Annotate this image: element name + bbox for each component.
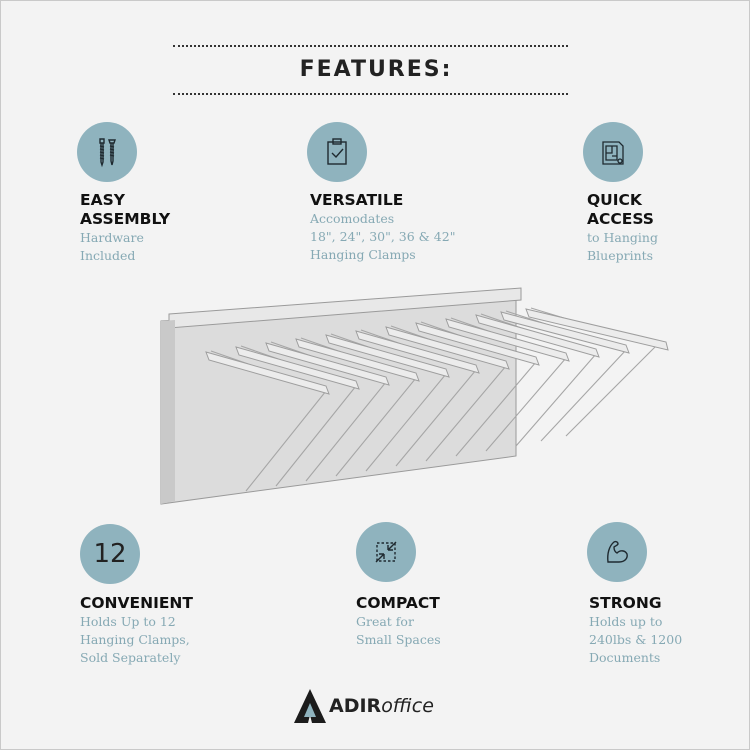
brand-logo bbox=[293, 687, 434, 725]
feature-title: VERSATILE bbox=[310, 191, 404, 209]
feature-description: Holds up to 240lbs & 1200 Documents bbox=[589, 614, 683, 665]
brand-name: ADIRoffice bbox=[329, 695, 434, 717]
feature-compact bbox=[356, 594, 441, 649]
feature-description: Hardware Included bbox=[80, 230, 144, 263]
feature-description: Great for Small Spaces bbox=[356, 614, 441, 647]
feature-easy-assembly bbox=[80, 191, 170, 265]
compress-arrows-icon bbox=[356, 522, 416, 582]
feature-strong bbox=[589, 594, 682, 667]
clipboard-check-icon bbox=[307, 122, 367, 182]
feature-title: COMPACT bbox=[356, 594, 440, 612]
page-title: FEATURES: bbox=[299, 57, 453, 82]
feature-title: STRONG bbox=[589, 594, 662, 612]
feature-versatile bbox=[310, 191, 455, 264]
top-dotted-divider bbox=[173, 45, 568, 47]
feature-title: QUICK ACCESS bbox=[587, 191, 654, 228]
blueprint-icon bbox=[583, 122, 643, 182]
bottom-dotted-divider bbox=[173, 93, 568, 95]
flexed-arm-icon bbox=[587, 522, 647, 582]
feature-description: to Hanging Blueprints bbox=[587, 230, 658, 263]
feature-convenient bbox=[80, 594, 193, 667]
feature-description: Accomodates 18", 24", 30", 36 & 42" Hanging Clamps bbox=[310, 211, 456, 262]
feature-title: CONVENIENT bbox=[80, 594, 193, 612]
feature-quick-access bbox=[587, 191, 658, 265]
wall-rack-image bbox=[151, 286, 676, 511]
feature-description: Holds Up to 12 Hanging Clamps, Sold Separately bbox=[80, 614, 190, 665]
brand-logo-mark-icon bbox=[293, 687, 327, 725]
number-badge: 12 bbox=[80, 524, 140, 584]
screws-icon bbox=[77, 122, 137, 182]
feature-title: EASY ASSEMBLY bbox=[80, 191, 171, 228]
